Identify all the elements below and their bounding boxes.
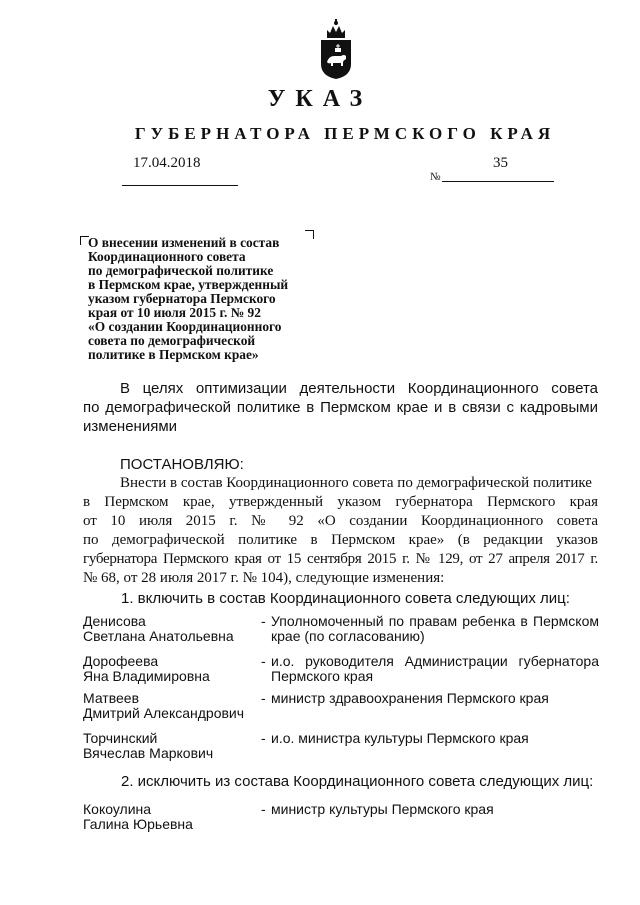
number-label: №: [430, 171, 441, 183]
person-role: [271, 691, 599, 706]
person-name: [83, 802, 263, 832]
heading-line: в Пермском крае, утвержденный: [88, 277, 289, 292]
preamble-line: по демографической политике в Пермском крае и в связи с кадровыми: [83, 399, 598, 416]
person-role: [271, 614, 599, 644]
main-line: в Пермском крае, утвержденный указом губернатора Пермского края: [83, 494, 598, 510]
person-surname: Кокоулина: [83, 801, 152, 817]
person-given-name: Яна Владимировна: [83, 668, 210, 684]
role-line: и.о. руководителя Администрации губернатора: [271, 653, 599, 669]
person-surname: Матвеев: [83, 690, 139, 706]
role-line: Уполномоченный по правам ребенка в Пермском: [271, 613, 599, 629]
preamble-paragraph: [83, 379, 598, 436]
dash-separator: -: [261, 690, 266, 706]
person-surname: Денисова: [83, 613, 146, 629]
document-number: 35: [493, 155, 508, 171]
coat-of-arms-emblem: [319, 18, 353, 80]
person-given-name: Дмитрий Александрович: [83, 705, 245, 721]
person-surname: Дорофеева: [83, 653, 159, 669]
role-line: Пермского края: [271, 668, 374, 684]
dash-separator: -: [261, 730, 266, 746]
person-name: [83, 731, 263, 761]
dash-separator: -: [261, 613, 266, 629]
main-line: № 68, от 28 июля 2017 г. № 104), следующие изменения:: [83, 570, 445, 586]
dash-separator: -: [261, 653, 266, 669]
role-line: министр здравоохранения Пермского края: [271, 690, 549, 706]
role-line: и.о. министра культуры Пермского края: [271, 730, 529, 746]
dash-separator: -: [261, 801, 266, 817]
main-line: губернатора Пермского края от 15 сентября 2015 г. № 129, от 27 апреля 2017 г.: [83, 551, 598, 567]
document-heading: [88, 236, 318, 362]
main-paragraph: [83, 474, 598, 588]
main-line: по демографической политике в Пермском крае» (в редакции указов: [83, 532, 598, 548]
number-underline: [442, 181, 554, 182]
document-subtitle: ГУБЕРНАТОРА ПЕРМСКОГО КРАЯ: [134, 124, 556, 143]
document-title: УКАЗ: [267, 86, 373, 112]
person-name: [83, 654, 263, 684]
person-name: [83, 614, 263, 644]
include-heading: 1. включить в состав Координационного совета следующих лиц:: [121, 590, 570, 607]
person-role: [271, 731, 599, 746]
heading-line: по демографической политике: [88, 263, 274, 278]
heading-line: О внесении изменений в состав: [88, 235, 280, 250]
heading-line: указом губернатора Пермского: [88, 291, 276, 306]
heading-line: «О создании Координационного: [88, 319, 282, 334]
main-line: Внести в состав Координационного совета по демографической политике: [120, 475, 592, 491]
heading-line: края от 10 июля 2015 г. № 92: [88, 305, 261, 320]
role-line: министр культуры Пермского края: [271, 801, 494, 817]
document-date: 17.04.2018: [133, 155, 201, 171]
person-surname: Торчинский: [83, 730, 158, 746]
heading-line: политике в Пермском крае»: [88, 347, 259, 362]
person-given-name: Светлана Анатольевна: [83, 628, 234, 644]
decree-line: ПОСТАНОВЛЯЮ:: [120, 456, 244, 473]
decree-word: [83, 455, 598, 474]
person-role: [271, 654, 599, 684]
heading-line: Координационного совета: [88, 249, 246, 264]
exclude-heading: 2. исключить из состава Координационного совета следующих лиц:: [121, 773, 594, 790]
date-underline: [122, 185, 238, 186]
role-line: крае (по согласованию): [271, 628, 425, 644]
person-name: [83, 691, 263, 721]
person-given-name: Галина Юрьевна: [83, 816, 193, 832]
person-role: [271, 802, 599, 817]
preamble-line: В целях оптимизации деятельности Координационного совета: [120, 380, 598, 397]
main-line: от 10 июля 2015 г. № 92 «О создании Координационного совета: [83, 513, 598, 529]
heading-line: совета по демографической: [88, 333, 256, 348]
person-given-name: Вячеслав Маркович: [83, 745, 214, 761]
preamble-line: изменениями: [83, 418, 178, 435]
